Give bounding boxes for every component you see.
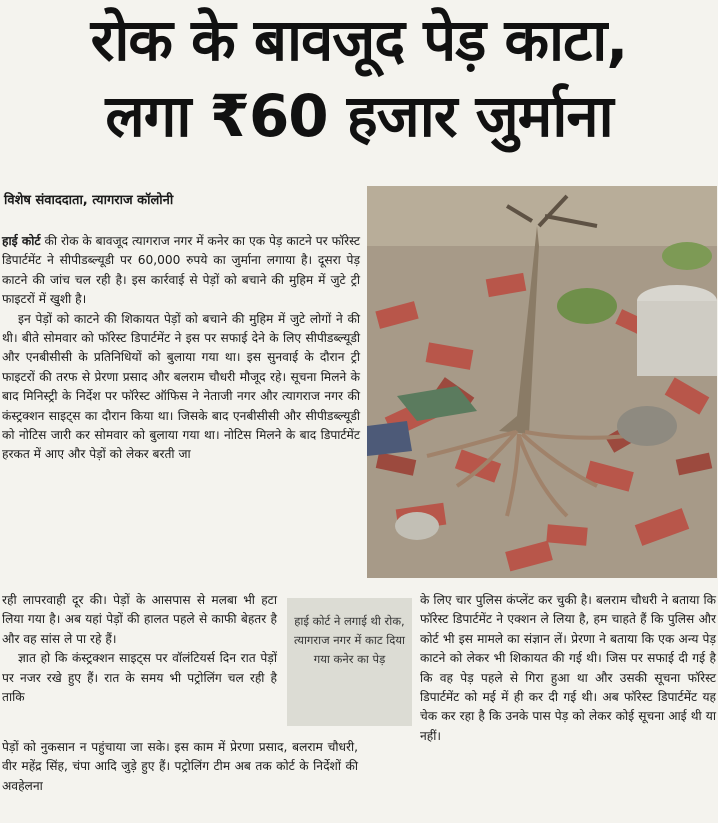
byline: विशेष संवाददाता, त्यागराज कॉलोनी: [4, 193, 174, 208]
article-paragraph-3-continued: पेड़ों को नुकसान न पहुंचाया जा सके। इस काम में प्रेरणा प्रसाद, बलराम चौधरी, वीर महेंद्र सिंह, चंपा आदि जुड़े हुए हैं। पट्रोलिंग टीम अब तक कोर्ट के निर्देशों की अवहेलना: [2, 740, 358, 793]
article-lead: हाई कोर्ट: [2, 234, 41, 248]
fallen-tree-photo: [367, 186, 717, 578]
article-column-top: [2, 232, 360, 465]
fallen-tree-illustration: [367, 186, 717, 578]
headline-line-1: रोक के बावजूद पेड़ काटा,: [90, 6, 628, 74]
article-paragraph-2-continued: रही लापरवाही दूर की। पेड़ों के आसपास से मलबा भी हटा लिया गया है। अब यहां पेड़ों की हालत पहले से काफी बेहतर है और वह सांस ले पा रहे हैं।: [2, 593, 277, 646]
article-paragraph-4: के लिए चार पुलिस कंप्लेंट कर चुकी है। बलराम चौधरी ने बताया कि फॉरेस्ट डिपार्टमेंट ने एक्शन ले लिया है, हम चाहते हैं कि पुलिस और कोर्ट भी इस मामले का संज्ञान लें। प्रेरणा ने बताया कि एक अन्य पेड़ काटने को लेकर भी शिकायत की गई थी। जिस पर सफाई दी गई है कि वह पेड़ पहले से गिरा हुआ था और उसकी सूचना फॉरेस्ट डिपार्टमेंट को मई में ही कर दी गई थी। अब फॉरेस्ट डिपार्टमेंट यह चेक कर रहा है कि उनके पास पेड़ को लेकर कोई सूचना आई थी या नहीं।: [420, 593, 716, 743]
article-column-right: [420, 591, 716, 746]
article-column-bottom: [2, 738, 358, 796]
article-paragraph-3: ज्ञात हो कि कंस्ट्रक्शन साइट्स पर वॉलंटियर्स दिन रात पेड़ों पर नजर रखे हुए हैं। रात के समय भी पट्रोलिंग चल रही है ताकि: [2, 651, 277, 705]
article-paragraph-1: की रोक के बावजूद त्यागराज नगर में कनेर का एक पेड़ काटने पर फॉरेस्ट डिपार्टमेंट ने सीपीडब्ल्यूडी पर 60,000 रुपये का जुर्माना लगाया है। दूसरा पेड़ काटने की जांच चल रही है। इस कार्रवाई से पेड़ों को बचाने की मुहिम में जुटे ट्री फाइटरों में खुशी है।: [2, 234, 360, 307]
article-paragraph-2: इन पेड़ों को काटने की शिकायत पेड़ों को बचाने की मुहिम में जुटे लोगों ने की थी। बीते सोमवार को फॉरेस्ट डिपार्टमेंट ने इस पर सफाई देने के लिए सीपीडब्ल्यूडी और एनबीसीसी के प्रतिनिधियों को बुलाया गया था। इस सुनवाई के दौरान ट्री फाइटरों की तरफ से प्रेरणा प्रसाद और बलराम चौधरी मौजूद रहे। सूचना मिलने के बाद मिनिस्ट्री के निर्देश पर फॉरेस्ट ऑफिस ने नेताजी नगर और त्यागराज नगर की कंस्ट्रक्शन साइट्स का दौरान किया था। जिसके बाद एनबीसीसी और सीपीडब्ल्यूडी को नोटिस जारी कर सोमवार को बुलाया गया था। नोटिस मिलने के बाद डिपार्टमेंट हरकत में आए और पेड़ों को लेकर बरती जा: [2, 311, 360, 462]
headline-line-2: लगा ₹60 हजार जुर्माना: [105, 82, 613, 150]
article-column-left: [2, 591, 277, 707]
pull-quote: हाई कोर्ट ने लगाई थी रोक, त्यागराज नगर में काट दिया गया कनेर का पेड़: [287, 598, 412, 726]
